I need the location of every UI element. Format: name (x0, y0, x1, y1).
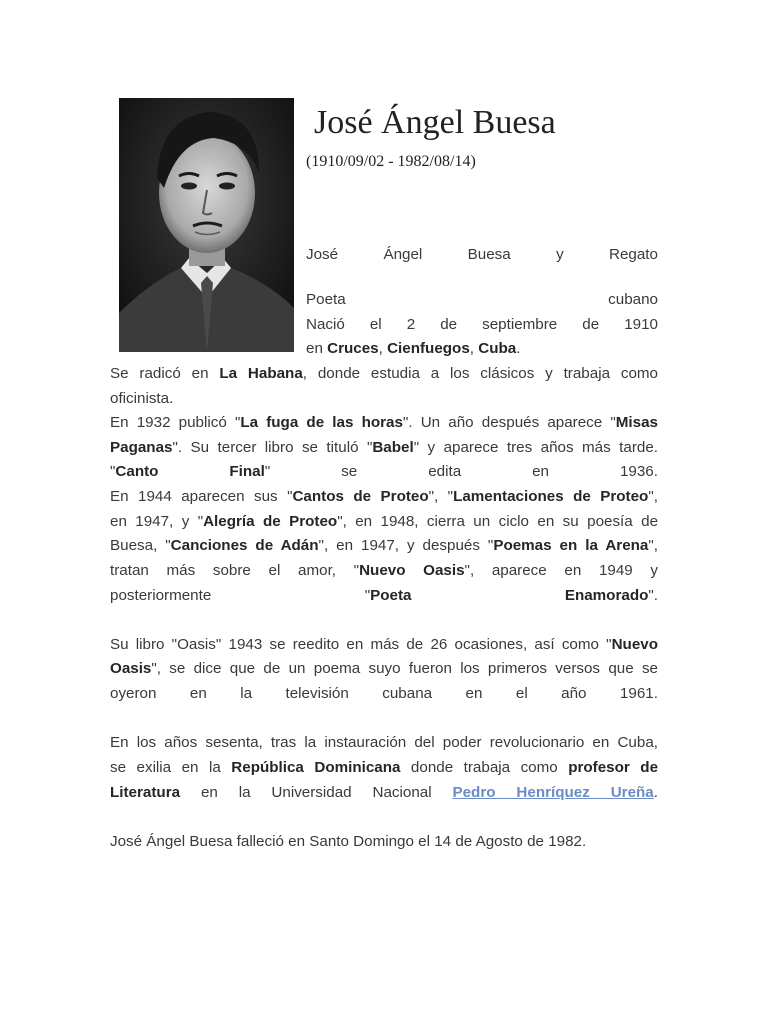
text: Nació el 2 de septiembre de 1910 (306, 316, 658, 333)
word: oyeron (110, 685, 157, 702)
place-cuba: Cuba (478, 340, 517, 357)
book-title: Oasis (110, 660, 152, 677)
word: en (189, 685, 207, 702)
book-title: Canciones de Adán (170, 537, 319, 554)
word: año (561, 685, 587, 702)
text: ", (648, 488, 658, 505)
text: , donde estudia a los clásicos y trabaja como (302, 365, 658, 382)
text: oficinista. (110, 390, 174, 407)
portrait-image (119, 98, 294, 352)
word: se (341, 463, 358, 480)
paragraph-line (110, 756, 658, 781)
word: en (465, 685, 483, 702)
book-title: Babel (372, 439, 414, 456)
text: " (264, 463, 271, 480)
text: donde trabaja como (400, 759, 569, 776)
text (565, 587, 658, 604)
paragraph-line (110, 510, 658, 535)
text: se exilia en la (110, 759, 232, 776)
full-name-line (306, 243, 658, 268)
text (110, 463, 158, 480)
word: Buesa (467, 246, 511, 263)
occupation-line (306, 288, 658, 313)
author-portrait-photo (119, 98, 294, 352)
text: En 1932 publicó " (110, 414, 241, 431)
word: en (532, 463, 549, 480)
paragraph-line (110, 731, 658, 756)
word: cubana (382, 685, 433, 702)
paragraph-line (110, 657, 658, 682)
book-title: La fuga de las horas (240, 414, 403, 431)
paragraph-line (110, 633, 658, 658)
book-title: Misas (615, 414, 658, 431)
paragraph-line (110, 460, 658, 485)
text: , (469, 340, 479, 357)
paragraph-line (110, 682, 658, 707)
text: ". Un año después aparece " (402, 414, 616, 431)
paragraph-line (110, 584, 658, 609)
text: ", en 1947, y después " (318, 537, 494, 554)
text: ". Su tercer libro se tituló " (172, 439, 373, 456)
text: . (653, 784, 658, 801)
job-title: profesor de (568, 759, 659, 776)
word: cubano (608, 291, 658, 308)
paragraph-line (110, 411, 658, 436)
text: tratan más sobre el amor, " (110, 562, 360, 579)
paragraph-line (110, 387, 658, 412)
book-title: Canto (115, 463, 159, 480)
word: la (240, 685, 253, 702)
text: " y aparece tres años más tarde. (413, 439, 658, 456)
text: ". (648, 587, 658, 604)
page-title: José Ángel Buesa (314, 104, 556, 141)
book-title: Final (229, 463, 265, 480)
paragraph-line (110, 436, 658, 461)
text (229, 463, 270, 480)
paragraph-line (110, 781, 658, 806)
birth-line (306, 313, 658, 338)
text: En los años sesenta, tras la instauración del poder revolucionario en Cuba, (110, 734, 658, 751)
book-title: Lamentaciones de Proteo (453, 488, 649, 505)
place-republica-dominicana: República Dominicana (231, 759, 401, 776)
text: En 1944 aparecen sus " (110, 488, 293, 505)
book-title: Alegría de Proteo (203, 513, 338, 530)
text: ", " (428, 488, 454, 505)
word: Regato (609, 246, 658, 263)
paragraph-line (110, 830, 658, 855)
text: " (364, 587, 371, 604)
paragraph-line (110, 559, 658, 584)
birthplace-line (306, 337, 658, 362)
paragraph-line (110, 362, 658, 387)
book-title: Enamorado (564, 587, 649, 604)
book-title: Paganas (110, 439, 173, 456)
text: ", en 1948, cierra un ciclo en su poesía de (337, 513, 659, 530)
life-dates: (1910/09/02 - 1982/08/14) (306, 153, 476, 170)
book-title: Nuevo (611, 636, 658, 653)
text: ", (648, 537, 658, 554)
word: Poeta (306, 291, 346, 308)
text: " (110, 463, 116, 480)
word: 1961. (619, 685, 658, 702)
place-la-habana: La Habana (219, 365, 303, 382)
word: posteriormente (110, 587, 212, 604)
text: en la Universidad Nacional (180, 784, 453, 801)
paragraph-line (110, 485, 658, 510)
text: . (516, 340, 521, 357)
book-title: Cantos de Proteo (292, 488, 429, 505)
text: en (306, 340, 328, 357)
text: ", se dice que de un poema suyo fueron los primeros versos que se (151, 660, 658, 677)
place-cienfuegos: Cienfuegos (387, 340, 470, 357)
place-cruces: Cruces (327, 340, 379, 357)
text (365, 587, 412, 604)
book-title: Poemas en la Arena (493, 537, 649, 554)
text: , (378, 340, 388, 357)
text: ", aparece en 1949 y (464, 562, 658, 579)
text: en 1947, y " (110, 513, 204, 530)
word: y (556, 246, 564, 263)
text: Buesa, " (110, 537, 171, 554)
word: Ángel (383, 246, 423, 263)
book-title: Poeta (370, 587, 412, 604)
word: 1936. (619, 463, 658, 480)
word: televisión (285, 685, 349, 702)
job-title: Literatura (110, 784, 181, 801)
word: edita (428, 463, 462, 480)
text: José Ángel Buesa falleció en Santo Domingo el 14 de Agosto de 1982. (110, 833, 587, 850)
text: Se radicó en (110, 365, 220, 382)
paragraph-line (110, 534, 658, 559)
text: Su libro "Oasis" 1943 se reedito en más de 26 ocasiones, así como " (110, 636, 612, 653)
book-title: Nuevo Oasis (359, 562, 465, 579)
word: José (306, 246, 339, 263)
university-link[interactable]: Pedro Henríquez Ureña (452, 784, 654, 801)
word: el (515, 685, 528, 702)
